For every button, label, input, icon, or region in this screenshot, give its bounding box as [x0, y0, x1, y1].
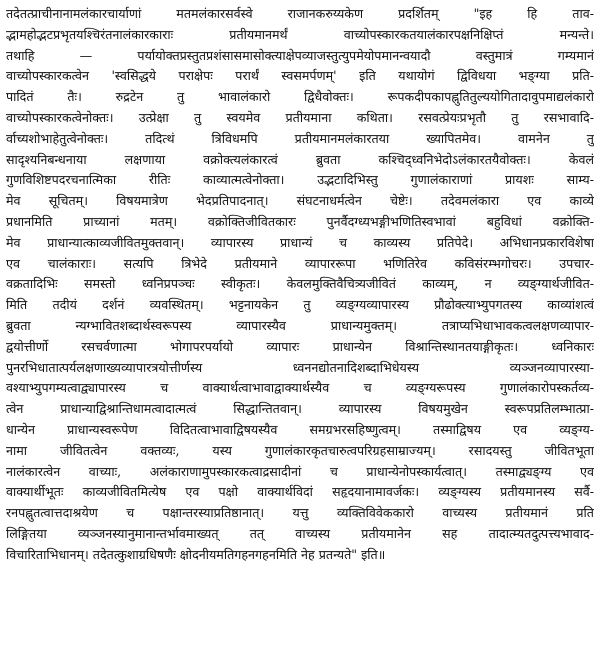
text-line: वक्रतादिभिः समस्तो ध्वनिप्रपञ्चः स्वीकृतः। केवलमुक्तिवैचित्र्यजीवितं काव्यम्, न व्यङ्ग्यार्थजीवित- — [6, 276, 594, 292]
text-line: पादितं तैः। रुद्रटेन तु भावालंकारो द्विधैवोक्तः। रूपकदीपकापह्नुतितुल्ययोगितादावुपमाद्यलंकारो — [6, 89, 594, 105]
text-line: नामा जीवितत्वेन वक्तव्यः, यस्य गुणालंकारकृतचारुत्वपरिग्रहसाम्राज्यम्। रसादयस्तु जीवितभूता — [6, 442, 594, 458]
text-line: द्भामहोद्भटप्रभृतयश्चिरंतनालंकारकाराः प्रतीयमानमर्थं वाच्योपस्कारकतयालंकारपक्षनिक्षिप्तं मन्यन्ते। — [6, 26, 594, 42]
text-line: एव चालंकाराः। सत्यपि त्रिभेदे प्रतीयमाने व्यापाररूपा भणितिरेव कविसंरम्भगोचरः। उपचार- — [6, 255, 594, 271]
text-line: विचारिताभिधानम्। तदेतत्कुशाग्रधिषणैः क्षोदनीयमतिगहनगहनमिति नेह प्रतन्यते" इति॥ — [6, 546, 386, 562]
text-line: तदेतत्प्राचीनानामलंकारचार्याणां मतमलंकारसर्वस्वे राजानकरुय्यकेण प्रदर्शितम् "इह हि ताव- — [6, 6, 594, 21]
text-line: मेव प्राधान्यात्काव्यजीवितमुक्तवान्। व्यापारस्य प्राधान्यं च काव्यस्य प्रतिपेदे। अभिधानप्रकारविशेषा — [6, 234, 594, 250]
text-line: वाक्यार्थीभूतः काव्यजीवितमित्येष एव पक्षो वाक्यार्थविदां सहृदयानामावर्जकः। व्यङ्ग्यस्य प्रतीयमानस्य सर्वै- — [6, 484, 594, 500]
text-line: गुणविशिष्टपदरचनात्मिका रीतिः काव्यात्मत्वेनोक्ता। उद्भटादिभिस्तु गुणालंकाराणां प्रायशः साम्य- — [6, 172, 594, 188]
text-line: सादृश्यनिबन्धनाया लक्षणाया वक्रोक्त्यलंकारत्वं ब्रुवता कश्चिद्ध्वनिभेदोऽलंकारतयैवोक्तः। केवलं — [6, 151, 594, 167]
text-line: वाच्योपस्कारकत्वेन 'स्वसिद्धये पराक्षेपः परार्थं स्वसमर्पणम्' इति यथायोगं द्विविधया भङ्ग्या प्रति- — [6, 68, 594, 84]
sanskrit-passage — [6, 4, 594, 566]
text-line: त्वेन प्राधान्याद्विश्रान्तिधामत्वादात्मत्वं सिद्धान्तितवान्। व्यापारस्य विषयमुखेन स्वरूपप्रतिलम्भात्प्रा- — [6, 401, 594, 417]
text-line: तथाहि — पर्यायोक्तप्रस्तुतप्रशंसासमासोक्त्याक्षेपव्याजस्तुत्युपमेयोपमानन्वयादौ वस्तुमात्रं गम्यमानं — [6, 47, 594, 63]
text-line: र्वाच्यशोभाहेतुत्वेनोक्तः। तदित्थं त्रिविधमपि प्रतीयमानमलंकारतया ख्यापितमेव। वामनेन तु — [6, 130, 594, 146]
text-line: द्वयोत्तीर्णो रसचर्वणात्मा भोगापरपर्यायो व्यापारः प्राधान्येन विश्रान्तिस्थानतयाङ्गीकृतः। ध्वनिकारः — [6, 338, 594, 354]
text-line: मिति तदीयं दर्शनं व्यवस्थितम्। भट्टनायकेन तु व्यङ्ग्यव्यापारस्य प्रौढोक्त्याभ्युपगतस्य काव्यांशत्वं — [6, 297, 594, 313]
text-line: प्रधानमिति प्राच्यानां मतम्। वक्रोक्तिजीवितकारः पुनर्वैदग्ध्यभङ्गीभणितिस्वभावां बहुविधां वक्रोक्ति- — [6, 213, 594, 229]
text-line: मेव सूचितम्। विषयमात्रेण भेदप्रतिपादनात्। संघटनाधर्मत्वेन चेष्टेः। तदेवमलंकारा एव काव्ये — [6, 193, 594, 209]
text-line: नालंकारत्वेन वाच्याः, अलंकाराणामुपस्कारकत्वाद्रसादीनां च प्राधान्येनोपस्कार्यत्वात्। तस्माद्व्यङ्ग्य एव — [6, 463, 594, 479]
text-line: वश्याभ्युपगम्यत्वाद्व्यापारस्य च वाक्यार्थत्वाभावाद्वाक्यार्थस्यैव च व्यङ्ग्यरूपस्य गुणालंकारोपस्कर्तव्य- — [6, 380, 594, 396]
text-line: वाच्योपस्कारकत्वेनोक्तः। उत्प्रेक्षा तु स्वयमेव प्रतीयमाना कथिता। रसवत्प्रेयःप्रभृतौ तु रसभावादि- — [6, 109, 594, 125]
text-line: ब्रुवता न्यग्भावितशब्दार्थस्वरूपस्य व्यापारस्यैव प्राधान्यमुक्तम्। तत्राप्यभिधाभावकत्वलक्षणव्यापार- — [6, 317, 594, 333]
text-line: लिङ्गितया व्यञ्जनस्यानुमानान्तर्भावमाख्यत् तत् वाच्यस्य प्रतीयमानेन सह तादात्म्यतदुत्पत्त्यभावाद- — [6, 525, 594, 541]
text-line: रनपह्नुतत्वात्तदाश्रयेण च पक्षान्तरस्याप्रतिष्ठानात्। यत्तु व्यक्तिविवेककारो वाच्यस्य प्रतीयमानं प्रति — [6, 505, 594, 521]
text-line: पुनरभिधातात्पर्यलक्षणाख्यव्यापारत्रयोत्तीर्णस्य ध्वननद्योतनादिशब्दाभिधेयस्य व्यञ्जनव्यापारस्या- — [6, 359, 594, 375]
text-line: धान्येन प्राधान्यस्वरूपेण विदितत्वाभावाद्विषयस्यैव समग्रभरसहिष्णुत्वम्। तस्माद्विषय एव व्यङ्ग्य- — [6, 421, 594, 437]
